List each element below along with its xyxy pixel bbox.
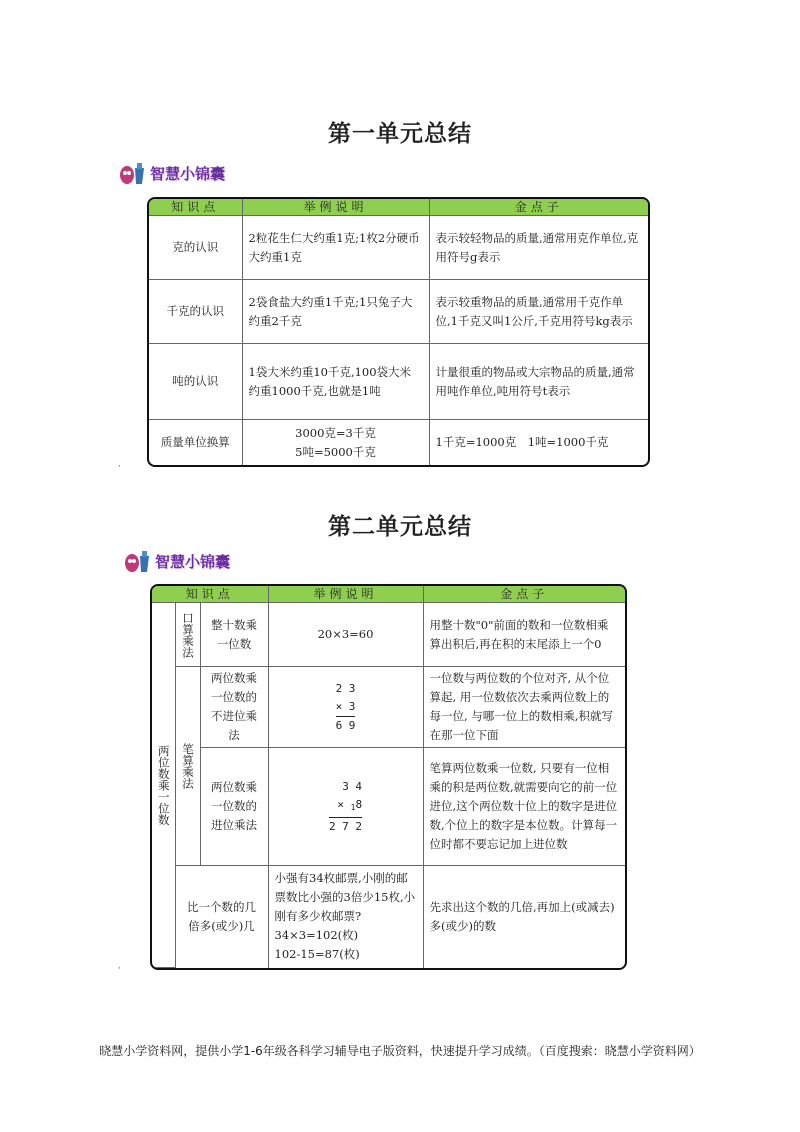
times-point: 比一个数的几倍多(或少)几 — [175, 866, 268, 968]
conversion-2: 5吨=5000千克 — [295, 444, 376, 459]
row-example: 1袋大米约重10千克,100袋大米约重1000千克,也就是1吨 — [242, 344, 429, 420]
unit1-badge-label: 智慧小锦囊 — [150, 164, 226, 183]
unit2-table — [150, 584, 627, 970]
scan-mark: · — [118, 964, 121, 974]
row-point: 千克的认识 — [149, 280, 242, 344]
no-carry-point: 两位数乘一位数的不进位乘法 — [200, 667, 268, 748]
carry-tip: 笔算两位数乘一位数, 只要有一位相乘的积是两位数,就需要向它的前一位进位,这个两位数十位上的数字是进位数,个位上的数字是本位数。计算每一位时都不要忘记加上进位数 — [423, 748, 625, 866]
calc-op: × — [337, 797, 344, 811]
header-tip: 金点子 — [429, 199, 648, 216]
unit1-title: 第一单元总结 — [328, 121, 472, 147]
row-example: 2粒花生仁大约重1克;1枚2分硬币大约重1克 — [242, 216, 429, 280]
footer-note: 晓慧小学资料网，提供小学1-6年级各科学习辅导电子版资料，快速提升学习成绩。（百度搜索：晓慧小学资料网） — [99, 1044, 701, 1058]
written-group-label: 笔算乘法 — [175, 667, 200, 866]
times-tip: 先求出这个数的几倍,再加上(或减去)多(或少)的数 — [423, 866, 625, 968]
header-example: 举例说明 — [268, 586, 423, 603]
main-group-label: 两位数乘一位数 — [152, 603, 175, 968]
calc-result: 6 9 — [336, 716, 356, 735]
row-tip: 1千克=1000克 1吨=1000千克 — [429, 420, 648, 466]
scan-mark: · — [118, 462, 121, 472]
calc-op-row — [329, 796, 362, 817]
pouch-icon — [123, 548, 151, 574]
row-point: 吨的认识 — [149, 344, 242, 420]
oral-group-label: 口算乘法 — [175, 603, 200, 667]
calc-op: × 3 — [335, 699, 356, 713]
carry-point: 两位数乘一位数的进位乘法 — [200, 748, 268, 866]
carry-calc — [268, 748, 423, 866]
row-tip: 计量很重的物品或大宗物品的质量,通常用吨作单位,吨用符号t表示 — [429, 344, 648, 420]
header-example: 举例说明 — [242, 199, 429, 216]
row-point: 质量单位换算 — [149, 420, 242, 466]
row-example: 2袋食盐大约重1千克;1只兔子大约重2千克 — [242, 280, 429, 344]
calc-result: 2 7 2 — [329, 817, 362, 836]
row-point: 克的认识 — [149, 216, 242, 280]
times-eq1: 34×3=102(枚) — [274, 928, 359, 943]
no-carry-calc — [268, 667, 423, 748]
unit1-table — [147, 197, 650, 467]
row-tip: 表示较轻物品的质量,通常用克作单位,克用符号g表示 — [429, 216, 648, 280]
calc-top: 2 3 — [335, 681, 356, 695]
calc-digit: 8 — [355, 797, 363, 811]
header-knowledge: 知识点 — [152, 586, 268, 603]
times-example — [268, 866, 423, 968]
oral-point: 整十数乘一位数 — [200, 603, 268, 667]
unit2-title: 第二单元总结 — [328, 514, 472, 540]
row-example — [242, 420, 429, 466]
oral-tip: 用整十数"0"前面的数和一位数相乘算出积后,再在积的末尾添上一个0 — [423, 603, 625, 667]
header-knowledge: 知识点 — [149, 199, 242, 216]
oral-example: 20×3=60 — [268, 603, 423, 667]
no-carry-tip: 一位数与两位数的个位对齐, 从个位算起, 用一位数依次去乘两位数上的每一位, 与哪一位上的数相乘,积就写在那一位下面 — [423, 667, 625, 748]
header-tip: 金点子 — [423, 586, 625, 603]
conversion-1: 3000克=3千克 — [295, 425, 376, 440]
unit1-badge — [118, 160, 225, 186]
pouch-icon — [118, 160, 146, 186]
calc-top: 3 4 — [342, 779, 363, 793]
calc-carry: 1 — [350, 802, 356, 812]
unit2-badge — [123, 548, 230, 574]
times-eq2: 102-15=87(枚) — [274, 947, 360, 962]
times-problem: 小强有34枚邮票,小刚的邮票数比小强的3倍少15枚,小刚有多少枚邮票? — [274, 871, 416, 924]
row-tip: 表示较重物品的质量,通常用千克作单位,1千克又叫1公斤,千克用符号kg表示 — [429, 280, 648, 344]
unit2-badge-label: 智慧小锦囊 — [155, 552, 231, 571]
